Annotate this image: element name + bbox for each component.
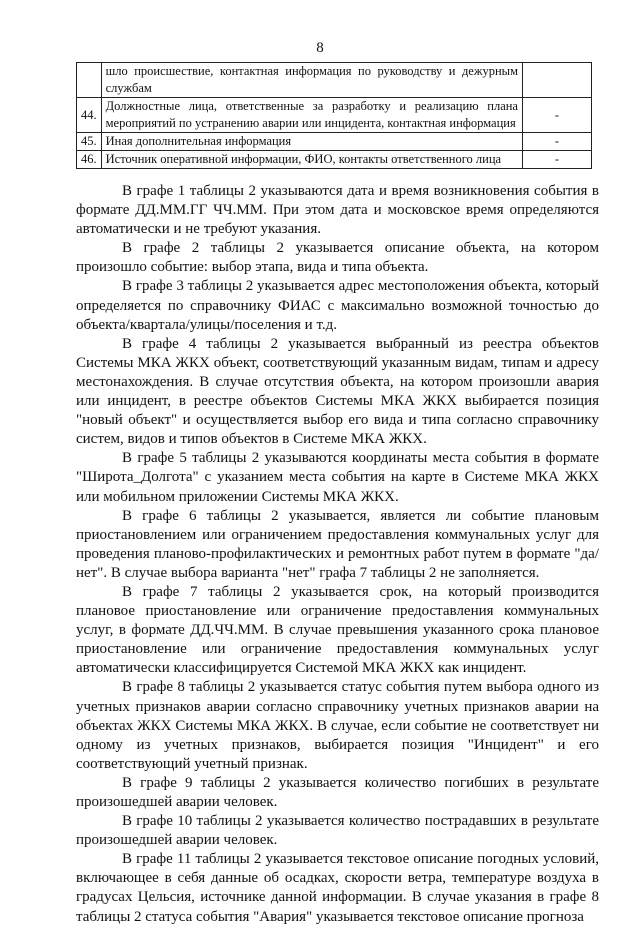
body-text: [76, 182, 599, 927]
paragraph-column-2: В графе 2 таблицы 2 указывается описание объекта, на котором произошло событие: выбор этапа, вида и типа объекта.: [76, 240, 599, 276]
row-value: -: [523, 133, 592, 151]
paragraph-column-7: В графе 7 таблицы 2 указывается срок, на который производится плановое приостановление или ограничение предоставления коммунальных услуг, в формате ДД.ЧЧ.ММ. В случае превышения указанного срока плановое приостановление или ограничение предоставления коммунальных услуг автоматически классифицируется Системой МКА ЖКХ как инцидент.: [76, 583, 599, 677]
table-row: [77, 98, 592, 133]
page-number: 8: [316, 40, 324, 56]
paragraph-column-1: В графе 1 таблицы 2 указываются дата и время возникновения события в формате ДД.ММ.ГГ ЧЧ.ММ. При этом дата и московское время определяются автоматически и не требуют указания.: [76, 183, 599, 238]
paragraph-column-6: В графе 6 таблицы 2 указывается, является ли событие плановым приостановлением или ограничением предоставления коммунальных услуг для проведения планово-профилактических и ремонтных работ путем в формате "да/нет". В случае выбора варианта "нет" графа 7 таблицы 2 не заполняется.: [76, 507, 599, 581]
row-description: Источник оперативной информации, ФИО, контакты ответственного лица: [101, 151, 522, 169]
paragraph-column-3: В графе 3 таблицы 2 указывается адрес местоположения объекта, который определяется по справочнику ФИАС с максимально возможной точностью до объекта/квартала/улицы/поселения и т.д.: [76, 278, 599, 333]
row-number: 44.: [77, 98, 102, 133]
row-value: -: [523, 98, 592, 133]
table-row: [77, 63, 592, 98]
row-number: 46.: [77, 151, 102, 169]
row-description: Должностные лица, ответственные за разработку и реализацию плана мероприятий по устранению аварии или инцидента, контактная информация: [101, 98, 522, 133]
row-description: шло происшествие, контактная информация по руководству и дежурным службам: [101, 63, 522, 98]
continuation-table: [76, 62, 592, 169]
table-row: [77, 151, 592, 169]
paragraph-column-4: В графе 4 таблицы 2 указывается выбранный из реестра объектов Системы МКА ЖКХ объект, соответствующий указанным видам, типам и адресу местонахождения. В случае отсутствия объекта, на котором произошли авария или инцидент, в реестре объектов Системы МКА ЖКХ выбирается позиция "новый объект" и осуществляется выбор его вида и типа согласно справочнику систем, видов и типов объектов в Системе МКА ЖКХ.: [76, 335, 599, 448]
row-number: [77, 63, 102, 98]
paragraph-column-5: В графе 5 таблицы 2 указываются координаты места события в формате "Широта_Долгота" с указанием места события на карте в Системе МКА ЖКХ или мобильном приложении Системы МКА ЖКХ.: [76, 450, 599, 505]
table-row: [77, 133, 592, 151]
paragraph-column-11: В графе 11 таблицы 2 указывается текстовое описание погодных условий, включающее в себя данные об осадках, скорости ветра, температуре воздуха в градусах Цельсия, источнике данной информации. В случае указания в графе 8 таблицы 2 статуса события "Авария" указывается текстовое описание прогноза: [76, 851, 599, 925]
row-description: Иная дополнительная информация: [101, 133, 522, 151]
paragraph-column-8: В графе 8 таблицы 2 указывается статус события путем выбора одного из учетных признаков аварии согласно справочнику учетных признаков аварии на объектах ЖКХ Системы МКА ЖКХ. В случае, если событие не соответствует ни одному из учетных признаков, выбирается позиция "Инцидент" и его соответствующий учетный признак.: [76, 679, 599, 772]
row-value: [523, 63, 592, 98]
row-value: -: [523, 151, 592, 169]
row-number: 45.: [77, 133, 102, 151]
paragraph-column-10: В графе 10 таблицы 2 указывается количество пострадавших в результате произошедшей аварии человек.: [76, 813, 599, 849]
paragraph-column-9: В графе 9 таблицы 2 указывается количество погибших в результате произошедшей аварии человек.: [76, 774, 599, 810]
